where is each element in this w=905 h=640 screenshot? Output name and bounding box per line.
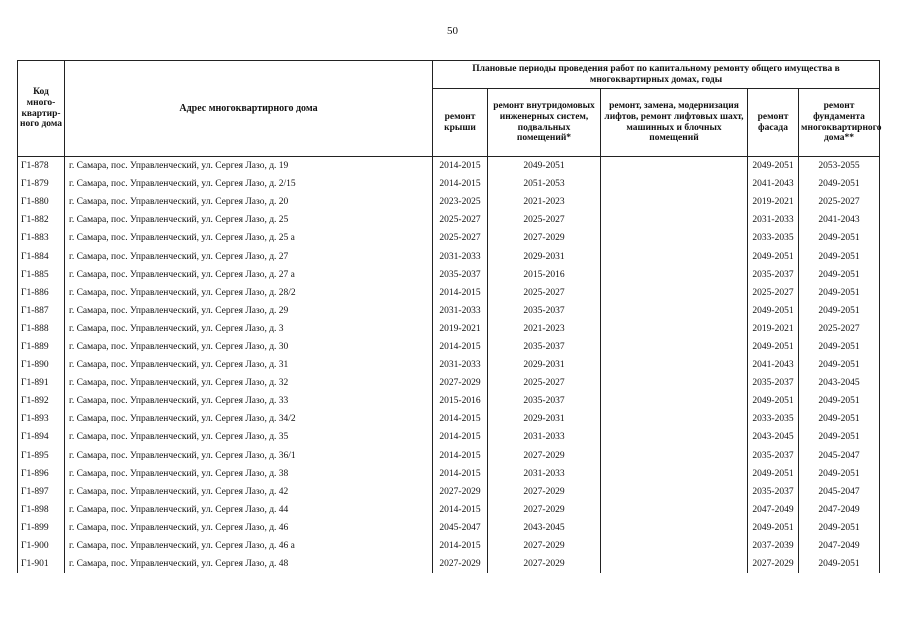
cell-elevators-period [601, 229, 748, 247]
cell-address: г. Самара, пос. Управленческий, ул. Сергея Лазо, д. 42 [65, 483, 433, 501]
cell-facade-period: 2041-2043 [748, 356, 799, 374]
cell-elevators-period [601, 410, 748, 428]
header-elevator-repair: ремонт, замена, модернизация лифтов, ремонт лифтовых шахт, машинных и блочных помещений [601, 89, 748, 157]
table-row [18, 229, 880, 247]
table-row [18, 537, 880, 555]
cell-roof-period: 2027-2029 [433, 555, 488, 573]
cell-foundation-period: 2025-2027 [799, 193, 880, 211]
header-foundation-repair: ремонт фундамента многоквартирного дома** [799, 89, 880, 157]
cell-systems-period: 2027-2029 [488, 229, 601, 247]
table-row [18, 392, 880, 410]
cell-house-code: Г1-901 [18, 555, 65, 573]
cell-elevators-period [601, 519, 748, 537]
cell-address: г. Самара, пос. Управленческий, ул. Сергея Лазо, д. 3 [65, 320, 433, 338]
cell-foundation-period: 2049-2051 [799, 266, 880, 284]
cell-elevators-period [601, 175, 748, 193]
cell-elevators-period [601, 392, 748, 410]
cell-facade-period: 2049-2051 [748, 465, 799, 483]
cell-systems-period: 2027-2029 [488, 483, 601, 501]
cell-systems-period: 2025-2027 [488, 374, 601, 392]
cell-address: г. Самара, пос. Управленческий, ул. Сергея Лазо, д. 27 а [65, 266, 433, 284]
cell-systems-period: 2027-2029 [488, 501, 601, 519]
cell-house-code: Г1-888 [18, 320, 65, 338]
cell-roof-period: 2025-2027 [433, 211, 488, 229]
cell-foundation-period: 2041-2043 [799, 211, 880, 229]
cell-systems-period: 2035-2037 [488, 392, 601, 410]
cell-address: г. Самара, пос. Управленческий, ул. Сергея Лазо, д. 44 [65, 501, 433, 519]
cell-elevators-period [601, 356, 748, 374]
header-planned-periods: Плановые периоды проведения работ по капитальному ремонту общего имущества в многоквартирных домах, годы [433, 61, 880, 89]
cell-roof-period: 2014-2015 [433, 410, 488, 428]
table-row [18, 519, 880, 537]
cell-systems-period: 2035-2037 [488, 338, 601, 356]
cell-roof-period: 2014-2015 [433, 537, 488, 555]
cell-systems-period: 2049-2051 [488, 157, 601, 176]
table-row [18, 465, 880, 483]
cell-facade-period: 2043-2045 [748, 428, 799, 446]
cell-roof-period: 2014-2015 [433, 501, 488, 519]
cell-facade-period: 2037-2039 [748, 537, 799, 555]
cell-house-code: Г1-880 [18, 193, 65, 211]
cell-systems-period: 2025-2027 [488, 211, 601, 229]
cell-facade-period: 2049-2051 [748, 247, 799, 265]
cell-roof-period: 2031-2033 [433, 247, 488, 265]
cell-house-code: Г1-883 [18, 229, 65, 247]
cell-elevators-period [601, 247, 748, 265]
cell-facade-period: 2047-2049 [748, 501, 799, 519]
cell-foundation-period: 2047-2049 [799, 537, 880, 555]
cell-elevators-period [601, 302, 748, 320]
cell-address: г. Самара, пос. Управленческий, ул. Сергея Лазо, д. 34/2 [65, 410, 433, 428]
header-systems-repair: ремонт внутридомовых инженерных систем, подвальных помещений* [488, 89, 601, 157]
table-row [18, 157, 880, 176]
cell-address: г. Самара, пос. Управленческий, ул. Сергея Лазо, д. 48 [65, 555, 433, 573]
cell-systems-period: 2027-2029 [488, 555, 601, 573]
cell-address: г. Самара, пос. Управленческий, ул. Сергея Лазо, д. 20 [65, 193, 433, 211]
cell-house-code: Г1-890 [18, 356, 65, 374]
cell-foundation-period: 2049-2051 [799, 392, 880, 410]
cell-facade-period: 2049-2051 [748, 519, 799, 537]
cell-foundation-period: 2049-2051 [799, 247, 880, 265]
cell-roof-period: 2014-2015 [433, 157, 488, 176]
cell-systems-period: 2031-2033 [488, 428, 601, 446]
cell-house-code: Г1-878 [18, 157, 65, 176]
cell-roof-period: 2015-2016 [433, 392, 488, 410]
cell-facade-period: 2049-2051 [748, 157, 799, 176]
cell-systems-period: 2035-2037 [488, 302, 601, 320]
cell-address: г. Самара, пос. Управленческий, ул. Сергея Лазо, д. 36/1 [65, 447, 433, 465]
cell-foundation-period: 2049-2051 [799, 175, 880, 193]
cell-facade-period: 2035-2037 [748, 483, 799, 501]
cell-elevators-period [601, 211, 748, 229]
header-facade-repair: ремонт фасада [748, 89, 799, 157]
cell-elevators-period [601, 537, 748, 555]
table-row [18, 211, 880, 229]
cell-facade-period: 2041-2043 [748, 175, 799, 193]
table-row [18, 374, 880, 392]
cell-elevators-period [601, 555, 748, 573]
cell-foundation-period: 2053-2055 [799, 157, 880, 176]
cell-systems-period: 2025-2027 [488, 284, 601, 302]
cell-house-code: Г1-882 [18, 211, 65, 229]
cell-facade-period: 2033-2035 [748, 410, 799, 428]
cell-roof-period: 2025-2027 [433, 229, 488, 247]
cell-house-code: Г1-899 [18, 519, 65, 537]
cell-roof-period: 2023-2025 [433, 193, 488, 211]
cell-roof-period: 2027-2029 [433, 483, 488, 501]
cell-roof-period: 2014-2015 [433, 284, 488, 302]
cell-address: г. Самара, пос. Управленческий, ул. Сергея Лазо, д. 28/2 [65, 284, 433, 302]
table-row [18, 338, 880, 356]
cell-foundation-period: 2045-2047 [799, 483, 880, 501]
header-roof-repair: ремонт крыши [433, 89, 488, 157]
table-row [18, 410, 880, 428]
table-row [18, 320, 880, 338]
cell-elevators-period [601, 338, 748, 356]
cell-facade-period: 2019-2021 [748, 193, 799, 211]
cell-facade-period: 2033-2035 [748, 229, 799, 247]
cell-foundation-period: 2049-2051 [799, 428, 880, 446]
table-row [18, 483, 880, 501]
cell-roof-period: 2014-2015 [433, 465, 488, 483]
cell-facade-period: 2049-2051 [748, 302, 799, 320]
cell-house-code: Г1-885 [18, 266, 65, 284]
cell-roof-period: 2019-2021 [433, 320, 488, 338]
cell-systems-period: 2027-2029 [488, 537, 601, 555]
cell-systems-period: 2021-2023 [488, 193, 601, 211]
cell-elevators-period [601, 320, 748, 338]
cell-facade-period: 2025-2027 [748, 284, 799, 302]
cell-foundation-period: 2025-2027 [799, 320, 880, 338]
cell-roof-period: 2014-2015 [433, 447, 488, 465]
cell-elevators-period [601, 465, 748, 483]
cell-house-code: Г1-887 [18, 302, 65, 320]
cell-elevators-period [601, 483, 748, 501]
cell-systems-period: 2027-2029 [488, 447, 601, 465]
cell-foundation-period: 2049-2051 [799, 519, 880, 537]
table-row [18, 193, 880, 211]
header-house-code: Код много-квартир-ного дома [18, 61, 65, 157]
cell-foundation-period: 2049-2051 [799, 338, 880, 356]
cell-house-code: Г1-900 [18, 537, 65, 555]
cell-roof-period: 2027-2029 [433, 374, 488, 392]
cell-facade-period: 2027-2029 [748, 555, 799, 573]
table-row [18, 501, 880, 519]
cell-roof-period: 2014-2015 [433, 338, 488, 356]
capital-repair-plan-table [17, 60, 880, 573]
cell-foundation-period: 2049-2051 [799, 410, 880, 428]
cell-facade-period: 2035-2037 [748, 447, 799, 465]
cell-house-code: Г1-892 [18, 392, 65, 410]
cell-foundation-period: 2049-2051 [799, 356, 880, 374]
cell-roof-period: 2035-2037 [433, 266, 488, 284]
cell-address: г. Самара, пос. Управленческий, ул. Сергея Лазо, д. 46 [65, 519, 433, 537]
cell-address: г. Самара, пос. Управленческий, ул. Сергея Лазо, д. 33 [65, 392, 433, 410]
cell-facade-period: 2031-2033 [748, 211, 799, 229]
table-row [18, 302, 880, 320]
cell-foundation-period: 2049-2051 [799, 284, 880, 302]
cell-foundation-period: 2049-2051 [799, 465, 880, 483]
cell-elevators-period [601, 157, 748, 176]
cell-house-code: Г1-879 [18, 175, 65, 193]
cell-address: г. Самара, пос. Управленческий, ул. Сергея Лазо, д. 29 [65, 302, 433, 320]
cell-systems-period: 2031-2033 [488, 465, 601, 483]
cell-facade-period: 2035-2037 [748, 374, 799, 392]
cell-address: г. Самара, пос. Управленческий, ул. Сергея Лазо, д. 27 [65, 247, 433, 265]
cell-address: г. Самара, пос. Управленческий, ул. Сергея Лазо, д. 38 [65, 465, 433, 483]
cell-house-code: Г1-897 [18, 483, 65, 501]
cell-house-code: Г1-896 [18, 465, 65, 483]
cell-systems-period: 2029-2031 [488, 410, 601, 428]
cell-systems-period: 2021-2023 [488, 320, 601, 338]
cell-house-code: Г1-886 [18, 284, 65, 302]
cell-foundation-period: 2049-2051 [799, 555, 880, 573]
cell-address: г. Самара, пос. Управленческий, ул. Сергея Лазо, д. 30 [65, 338, 433, 356]
cell-elevators-period [601, 284, 748, 302]
cell-roof-period: 2014-2015 [433, 428, 488, 446]
cell-facade-period: 2049-2051 [748, 392, 799, 410]
cell-facade-period: 2035-2037 [748, 266, 799, 284]
cell-foundation-period: 2049-2051 [799, 229, 880, 247]
cell-systems-period: 2051-2053 [488, 175, 601, 193]
cell-foundation-period: 2049-2051 [799, 302, 880, 320]
cell-house-code: Г1-895 [18, 447, 65, 465]
cell-address: г. Самара, пос. Управленческий, ул. Сергея Лазо, д. 35 [65, 428, 433, 446]
cell-roof-period: 2014-2015 [433, 175, 488, 193]
table-row [18, 447, 880, 465]
cell-address: г. Самара, пос. Управленческий, ул. Сергея Лазо, д. 31 [65, 356, 433, 374]
cell-house-code: Г1-893 [18, 410, 65, 428]
cell-elevators-period [601, 266, 748, 284]
table-body [18, 157, 880, 574]
cell-house-code: Г1-889 [18, 338, 65, 356]
cell-address: г. Самара, пос. Управленческий, ул. Сергея Лазо, д. 46 а [65, 537, 433, 555]
cell-systems-period: 2029-2031 [488, 356, 601, 374]
cell-house-code: Г1-894 [18, 428, 65, 446]
cell-facade-period: 2049-2051 [748, 338, 799, 356]
cell-systems-period: 2029-2031 [488, 247, 601, 265]
page-number: 50 [447, 25, 458, 37]
cell-address: г. Самара, пос. Управленческий, ул. Сергея Лазо, д. 25 а [65, 229, 433, 247]
table-row [18, 266, 880, 284]
cell-systems-period: 2043-2045 [488, 519, 601, 537]
table-row [18, 247, 880, 265]
cell-foundation-period: 2047-2049 [799, 501, 880, 519]
table-row [18, 356, 880, 374]
cell-elevators-period [601, 447, 748, 465]
cell-systems-period: 2015-2016 [488, 266, 601, 284]
cell-roof-period: 2031-2033 [433, 356, 488, 374]
cell-facade-period: 2019-2021 [748, 320, 799, 338]
cell-address: г. Самара, пос. Управленческий, ул. Сергея Лазо, д. 25 [65, 211, 433, 229]
table-row [18, 284, 880, 302]
table-row [18, 175, 880, 193]
cell-elevators-period [601, 428, 748, 446]
cell-address: г. Самара, пос. Управленческий, ул. Сергея Лазо, д. 2/15 [65, 175, 433, 193]
header-address: Адрес многоквартирного дома [65, 61, 433, 157]
cell-address: г. Самара, пос. Управленческий, ул. Сергея Лазо, д. 32 [65, 374, 433, 392]
cell-foundation-period: 2043-2045 [799, 374, 880, 392]
cell-foundation-period: 2045-2047 [799, 447, 880, 465]
cell-roof-period: 2045-2047 [433, 519, 488, 537]
cell-elevators-period [601, 374, 748, 392]
cell-roof-period: 2031-2033 [433, 302, 488, 320]
table-row [18, 555, 880, 573]
cell-house-code: Г1-891 [18, 374, 65, 392]
cell-house-code: Г1-898 [18, 501, 65, 519]
table-row [18, 428, 880, 446]
cell-elevators-period [601, 501, 748, 519]
cell-elevators-period [601, 193, 748, 211]
cell-address: г. Самара, пос. Управленческий, ул. Сергея Лазо, д. 19 [65, 157, 433, 176]
cell-house-code: Г1-884 [18, 247, 65, 265]
